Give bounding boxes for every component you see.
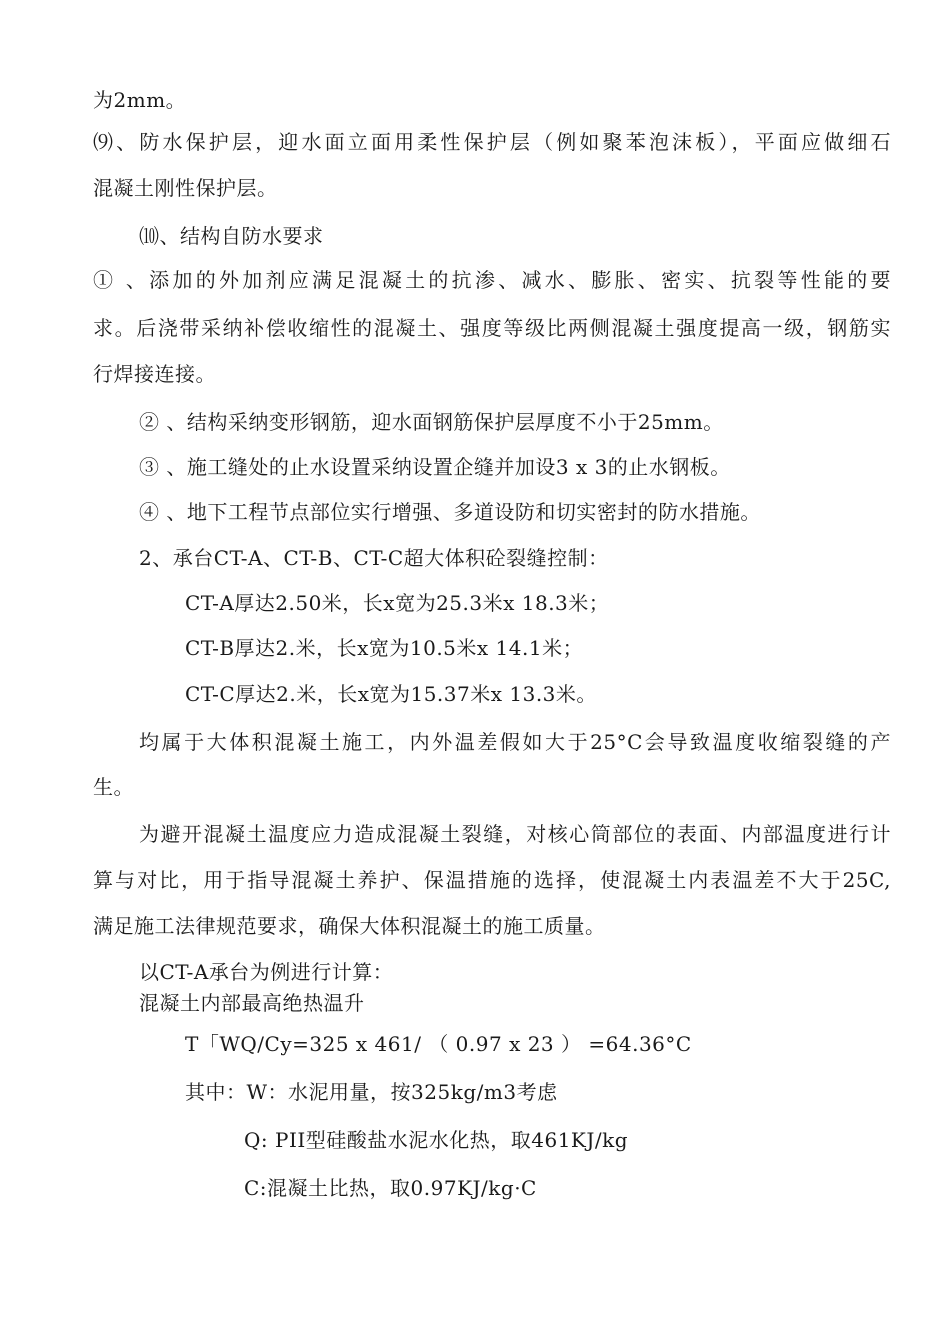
text-line: ① 、添加的外加剂应满足混凝土的抗渗、减水、膨胀、密实、抗裂等性能的要 [93, 268, 891, 292]
text-line: C:混凝土比热，取0.97KJ/kg·C [244, 1176, 537, 1200]
text-line: 满足施工法律规范要求，确保大体积混凝土的施工质量。 [93, 914, 606, 938]
text-line: CT-C厚达2.米，长x宽为15.37米x 13.3米。 [185, 682, 597, 706]
text-line: 行焊接连接。 [93, 362, 216, 386]
text-line: 混凝土刚性保护层。 [93, 176, 278, 200]
text-line: 算与对比，用于指导混凝土养护、保温措施的选择，使混凝土内表温差不大于25C, [93, 868, 891, 892]
text-line: 为2mm。 [93, 88, 187, 112]
text-line: 以CT-A承台为例进行计算： [139, 960, 394, 984]
text-line: CT-B厚达2.米，长x宽为10.5米x 14.1米； [185, 636, 584, 660]
formula-line: T「WQ/Cy=325 x 461/ （ 0.97 x 23 ） =64.36°C [185, 1032, 692, 1056]
text-line: 生。 [93, 775, 134, 799]
text-line: 混凝土内部最高绝热温升 [139, 991, 365, 1015]
text-line: 求。后浇带采纳补偿收缩性的混凝土、强度等级比两侧混凝土强度提高一级，钢筋实 [93, 316, 891, 340]
text-line: 其中：W：水泥用量，按325kg/m3考虑 [185, 1080, 558, 1104]
text-line: ⑼、防水保护层，迎水面立面用柔性保护层（例如聚苯泡沫板），平面应做细石 [93, 130, 891, 154]
text-line: CT-A厚达2.50米，长x宽为25.3米x 18.3米； [185, 591, 610, 615]
text-line: ④ 、地下工程节点部位实行增强、多道设防和切实密封的防水措施。 [139, 500, 761, 524]
text-line: ② 、结构采纳变形钢筋，迎水面钢筋保护层厚度不小于25mm。 [139, 410, 724, 434]
section-heading: 2、承台CT-A、CT-B、CT-C超大体积砼裂缝控制： [139, 546, 609, 570]
text-line: 均属于大体积混凝土施工，内外温差假如大于25°C会导致温度收缩裂缝的产 [139, 730, 891, 754]
text-line: ③ 、施工缝处的止水设置采纳设置企缝并加设3 x 3的止水钢板。 [139, 455, 731, 479]
text-line: Q: PII型硅酸盐水泥水化热，取461KJ/kg [244, 1128, 629, 1152]
text-line: 为避开混凝土温度应力造成混凝土裂缝，对核心筒部位的表面、内部温度进行计 [139, 822, 891, 846]
text-line: ⑽、结构自防水要求 [139, 224, 324, 248]
